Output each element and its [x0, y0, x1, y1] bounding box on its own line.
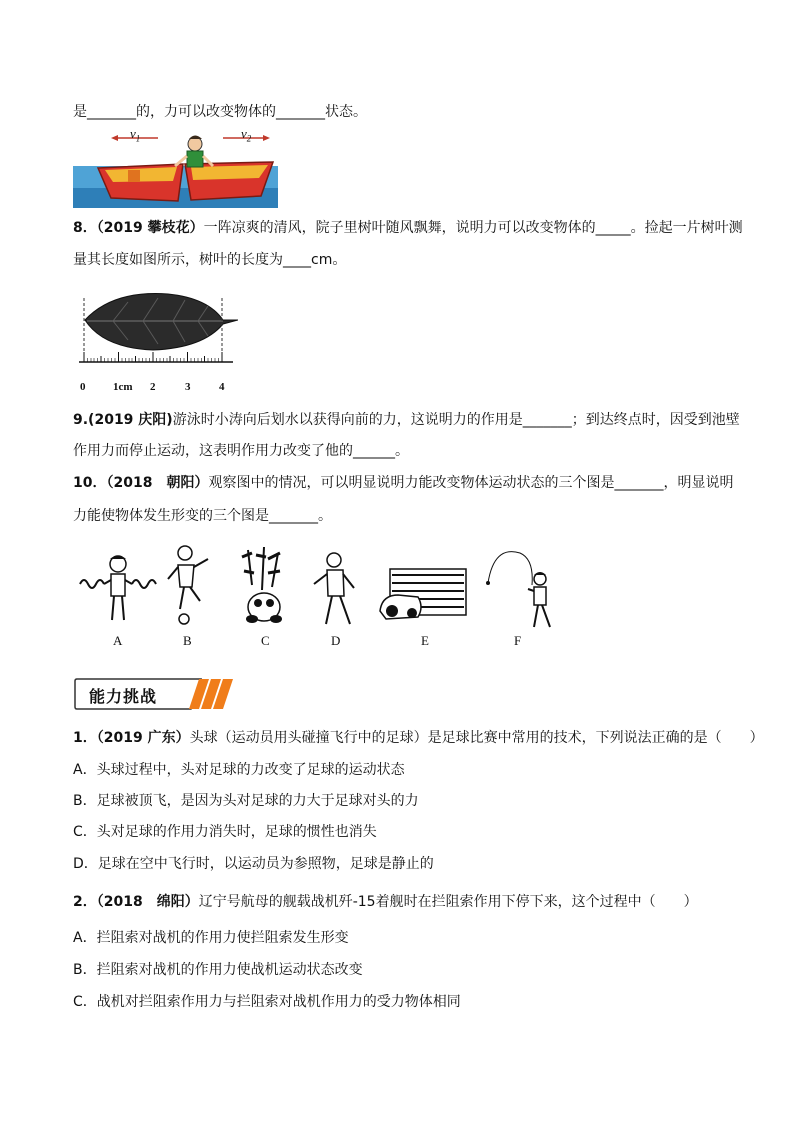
- problem-1-option-c: C．头对足球的作用力消失时，足球的惯性也消失: [73, 824, 377, 840]
- question-10-line1: 10．（2018 朝阳）观察图中的情况，可以明显说明力能改变物体运动状态的三个图是_______，明显说明: [73, 475, 734, 491]
- problem-2-stem: 2．（2018 绵阳）辽宁号航母的舰载战机歼-15着舰时在拦阻索作用下停下来，这个过程中（ ）: [73, 894, 698, 910]
- leaf-ruler-figure: [73, 288, 238, 366]
- question-8-line2: 量其长度如图所示，树叶的长度为____cm。: [73, 252, 347, 268]
- question-10-line2: 力能使物体发生形变的三个图是_______。: [73, 508, 332, 524]
- section-header: [73, 676, 233, 712]
- question-8-line1: 8．（2019 攀枝花）一阵凉爽的清风，院子里树叶随风飘舞，说明力可以改变物体的_____。捡起一片树叶测: [73, 220, 743, 236]
- figure-label-d: D: [331, 633, 341, 648]
- problem-1-option-a: A．头球过程中，头对足球的力改变了足球的运动状态: [73, 762, 405, 778]
- ruler-tick-3: 3: [185, 381, 191, 393]
- ruler-tick-1cm: 1cm: [113, 381, 133, 393]
- velocity-label-v1: $v_1$: [130, 126, 141, 144]
- figure-label-b: B: [183, 633, 192, 648]
- figure-label-f: F: [514, 633, 522, 648]
- figure-a-stretching-spring: [78, 550, 158, 628]
- question-9-line1: 9.(2019 庆阳)游泳时小涛向后划水以获得向前的力，这说明力的作用是_______；到达终点时，因受到池壁: [73, 412, 740, 428]
- velocity-label-v2: $v_2$: [241, 126, 252, 144]
- figure-f-fishing: [480, 545, 565, 630]
- problem-1-option-b: B．足球被顶飞，是因为头对足球的力大于足球对头的力: [73, 793, 419, 809]
- problem-2-option-c: C．战机对拦阻索作用力与拦阻索对战机作用力的受力物体相同: [73, 994, 461, 1010]
- q7-continuation: 是_______的，力可以改变物体的_______状态。: [73, 104, 367, 120]
- problem-2-option-a: A．拦阻索对战机的作用力使拦阻索发生形变: [73, 930, 349, 946]
- problem-1-option-d: D．足球在空中飞行时，以运动员为参照物，足球是静止的: [73, 856, 434, 872]
- question-9-line2: 作用力而停止运动，这表明作用力改变了他的______。: [73, 443, 409, 459]
- figure-label-c: C: [261, 633, 270, 648]
- problem-1-stem: 1．（2019 广东）头球（运动员用头碰撞飞行中的足球）是足球比赛中常用的技术，下列说法正确的是（ ）: [73, 730, 764, 746]
- ruler-tick-4: 4: [219, 381, 225, 393]
- problem-2-option-b: B．拦阻索对战机的作用力使战机运动状态改变: [73, 962, 363, 978]
- figure-e-car-crash: [378, 567, 470, 623]
- section-title: 能力挑战: [89, 687, 158, 706]
- ruler-tick-2: 2: [150, 381, 156, 393]
- figure-c-panda-bamboo: [238, 545, 290, 628]
- figure-label-e: E: [421, 633, 429, 648]
- figure-label-a: A: [113, 633, 123, 648]
- ruler-tick-0: 0: [80, 381, 86, 393]
- figure-d-throwing-ball: [310, 550, 365, 628]
- figure-b-kicking-ball: [160, 543, 215, 628]
